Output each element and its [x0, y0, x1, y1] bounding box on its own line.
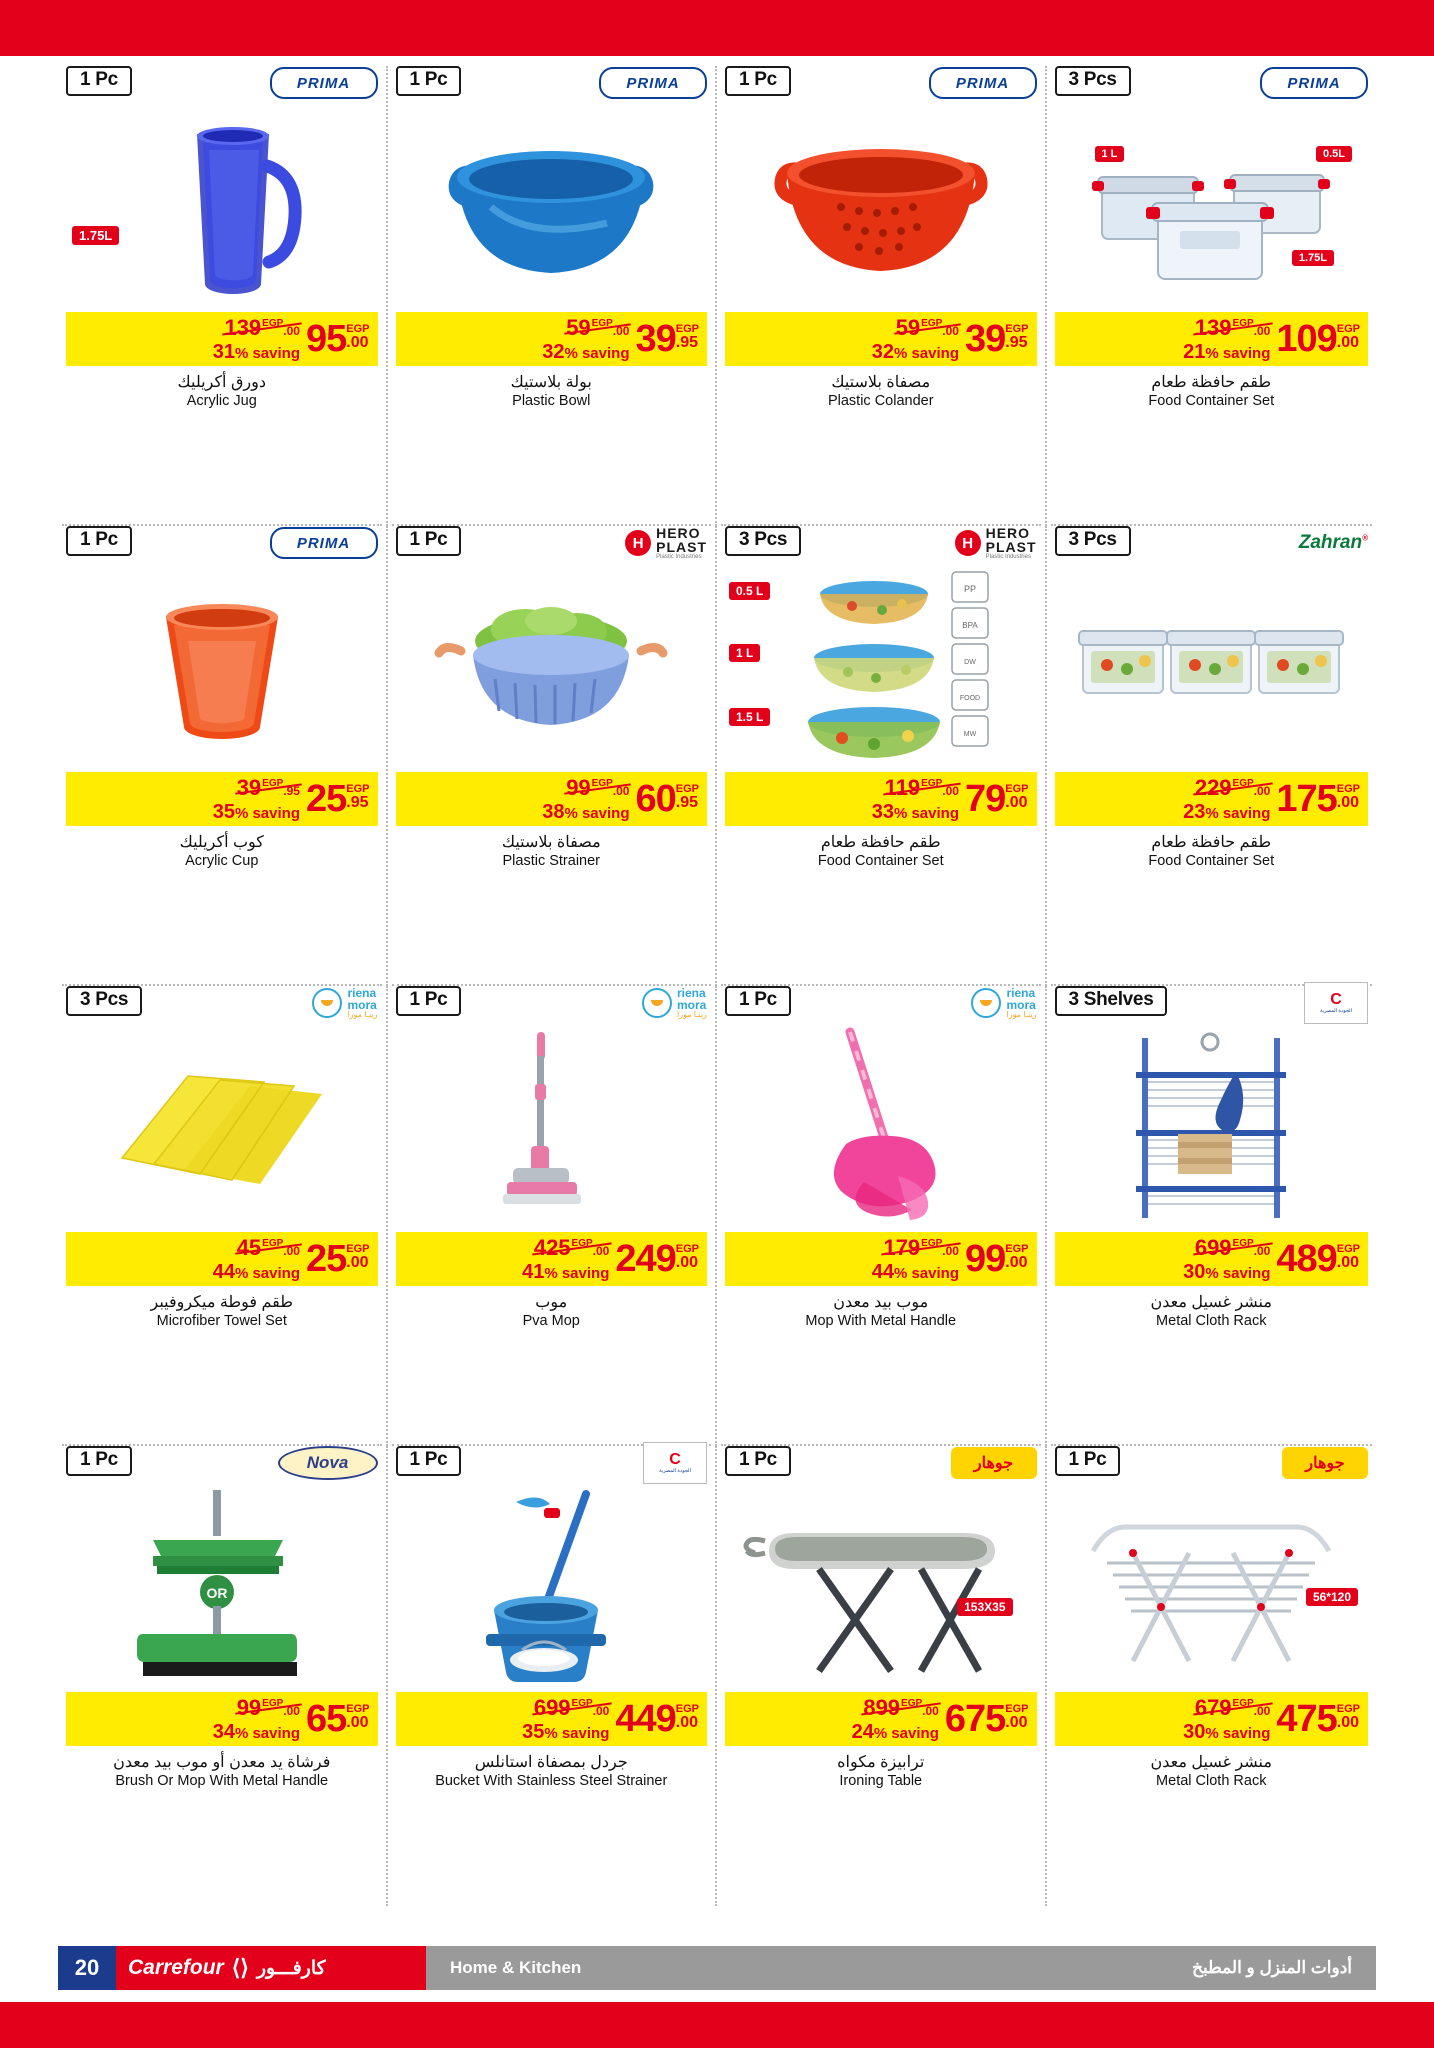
- riena-name: riena: [347, 986, 377, 1000]
- product-image: [66, 100, 378, 312]
- riena-name: riena: [1006, 986, 1036, 1000]
- saving-text: 32% saving: [542, 340, 630, 363]
- new-price: 39 EGP .95: [635, 317, 699, 360]
- old-price: $179^{EGP}.00$: [883, 1234, 959, 1260]
- product-name-en: Ironing Table: [839, 1773, 923, 1789]
- riena-mora-logo: [312, 987, 377, 1019]
- heroplast-name2: PLAST: [985, 539, 1037, 555]
- carrefour-logo-en: Carrefour: [128, 1956, 224, 1979]
- size-tag: 1.75L: [72, 226, 119, 245]
- svg-text:PP: PP: [963, 584, 976, 594]
- product-image: [1055, 560, 1369, 772]
- product-name-ar: بولة بلاستيك: [510, 374, 592, 391]
- svg-text:BPA: BPA: [962, 621, 978, 630]
- old-price: $699^{EGP}.00$: [533, 1694, 610, 1720]
- product-image: [1055, 1020, 1369, 1232]
- new-price: 489 EGP .00: [1276, 1237, 1360, 1280]
- brand-logo-area: [268, 986, 378, 1020]
- product-cell[interactable]: [1047, 66, 1377, 526]
- saving-text: 34% saving: [212, 1720, 300, 1743]
- heroplast-name2: PLAST: [656, 539, 707, 555]
- prima-logo: [929, 67, 1037, 99]
- certification-logo: [643, 1442, 707, 1484]
- brand-logo-area: [1258, 1446, 1368, 1480]
- saving-text: 23% saving: [1183, 800, 1271, 823]
- zahran-logo-text: Zahran: [1298, 532, 1363, 553]
- product-name-en: Plastic Colander: [827, 393, 934, 409]
- brand-logo-area: [268, 66, 378, 100]
- page-number: 20: [58, 1946, 116, 1990]
- quantity-badge: 1 Pc: [396, 66, 462, 96]
- old-price: $139^{EGP}.00$: [1194, 314, 1271, 340]
- product-name-en: Pva Mop: [522, 1313, 580, 1329]
- product-grid: [58, 66, 1376, 1906]
- product-cell[interactable]: [58, 66, 388, 526]
- saving-text: 30% saving: [1183, 1720, 1271, 1743]
- certification-text: الجودة المصرية: [659, 1468, 691, 1474]
- saving-text: 30% saving: [1183, 1260, 1271, 1283]
- product-name-en: Plastic Strainer: [502, 853, 600, 869]
- carrefour-logo-mark: ⟨⟩: [231, 1955, 249, 1980]
- prima-logo: [270, 67, 378, 99]
- heroplast-logo: [955, 526, 1037, 560]
- old-price: $679^{EGP}.00$: [1194, 1694, 1271, 1720]
- prima-logo: [599, 67, 707, 99]
- quantity-badge: 3 Pcs: [66, 986, 142, 1016]
- new-price: 449 EGP .00: [615, 1697, 699, 1740]
- cell-header: [725, 986, 1037, 1020]
- brand-logo-area: [1258, 526, 1368, 560]
- svg-text:MW: MW: [963, 731, 976, 738]
- price-band: [66, 772, 378, 826]
- riena-name-ar: رينـا مورا: [1006, 1010, 1037, 1019]
- brand-logo-area: [597, 986, 707, 1020]
- prima-logo-text: PRIMA: [1287, 74, 1341, 92]
- cell-header: [66, 66, 378, 100]
- brand-logo-area: [597, 66, 707, 100]
- old-price: $229^{EGP}.00$: [1194, 774, 1271, 800]
- product-name-en: Food Container Set: [1148, 853, 1275, 869]
- ironing-table-illustration: [741, 1491, 1021, 1681]
- heroplast-name: HERO: [985, 525, 1031, 541]
- cell-header: [1055, 526, 1369, 560]
- price-band: [396, 772, 708, 826]
- microfiber-towel-set-illustration: [92, 1036, 352, 1216]
- size-tag-05l: 0.5 L: [729, 582, 770, 600]
- cell-header: [1055, 1446, 1369, 1480]
- old-price: $59^{EGP}.00$: [895, 314, 959, 340]
- brand-logo-area: [927, 986, 1037, 1020]
- heroplast-mark: H: [955, 530, 981, 556]
- product-cell[interactable]: [58, 526, 388, 986]
- new-price: 109 EGP .00: [1276, 317, 1360, 360]
- product-name-en: Food Container Set: [1148, 393, 1275, 409]
- quantity-badge: 3 Pcs: [1055, 526, 1131, 556]
- saving-text: 33% saving: [871, 800, 959, 823]
- svg-text:OR: OR: [206, 1585, 228, 1601]
- old-price: $45^{EGP}.00$: [236, 1234, 300, 1260]
- old-price: $139^{EGP}.00$: [224, 314, 300, 340]
- bottom-red-banner: [0, 2002, 1434, 2048]
- prima-logo-text: PRIMA: [955, 74, 1010, 92]
- product-name-ar: مصفاة بلاستيك: [501, 834, 601, 851]
- quantity-badge: 3 Pcs: [725, 526, 801, 556]
- price-band: [66, 1232, 378, 1286]
- riena-name2: mora: [347, 998, 377, 1012]
- certification-mark: C: [669, 1451, 681, 1468]
- brand-logo-area: [927, 1446, 1037, 1480]
- gohar-logo-text: جوهار: [973, 1455, 1014, 1472]
- quantity-badge: 3 Pcs: [1055, 66, 1131, 96]
- cell-header: [396, 66, 708, 100]
- brand-logo-area: [1258, 986, 1368, 1020]
- new-price: 249 EGP .00: [615, 1237, 699, 1280]
- product-name-en: Food Container Set: [817, 853, 944, 869]
- old-price: $39^{EGP}.95$: [236, 774, 300, 800]
- size-tag: 153X35: [957, 1598, 1012, 1616]
- heroplast-mark: H: [625, 530, 651, 556]
- nova-logo: [278, 1446, 378, 1480]
- saving-text: 35% saving: [212, 800, 300, 823]
- plastic-strainer-illustration: [421, 571, 681, 761]
- old-price: $99^{EGP}.00$: [236, 1694, 300, 1720]
- carrefour-logo-ar: كارفـــور: [256, 1957, 326, 1979]
- product-name-ar: كوب أكريليك: [179, 834, 264, 851]
- product-name-en: Acrylic Jug: [186, 393, 257, 409]
- heroplast-name: HERO: [656, 525, 701, 541]
- new-price: 175 EGP .00: [1276, 777, 1360, 820]
- cell-header: [1055, 66, 1369, 100]
- new-price: 25 EGP .00: [305, 1237, 370, 1280]
- product-name-ar: منشر غسيل معدن: [1150, 1754, 1272, 1771]
- saving-text: 41% saving: [522, 1260, 610, 1283]
- riena-name: riena: [676, 986, 706, 1000]
- heroplast-logo: [625, 526, 707, 560]
- brand-logo-area: [927, 526, 1037, 560]
- product-name-en: Plastic Bowl: [512, 393, 591, 409]
- product-image: [725, 1020, 1037, 1232]
- svg-text:FOOD: FOOD: [959, 695, 980, 702]
- quantity-badge: 1 Pc: [66, 526, 132, 556]
- brand-logo-area: [597, 526, 707, 560]
- quantity-badge: 1 Pc: [396, 986, 462, 1016]
- size-tag-175l: 1.75L: [1292, 250, 1334, 266]
- new-price: 25 EGP .95: [305, 777, 370, 820]
- product-cell[interactable]: [388, 526, 718, 986]
- category-label-ar: أدوات المنزل و المطبخ: [1192, 1958, 1352, 1977]
- category-label-en: Home & Kitchen: [450, 1958, 582, 1977]
- saving-text: 21% saving: [1183, 340, 1271, 363]
- brand-logo-area: [597, 1446, 707, 1480]
- product-cell[interactable]: [1047, 526, 1377, 986]
- product-name-ar: مصفاة بلاستيك: [831, 374, 931, 391]
- bucket-stainless-strainer-illustration: [426, 1484, 676, 1689]
- cell-header: [396, 1446, 708, 1480]
- product-cell[interactable]: [717, 1446, 1047, 1906]
- metal-cloth-rack-foldable-illustration: [1071, 1491, 1351, 1681]
- price-band: [1055, 1692, 1369, 1746]
- brand-logo-area: [1258, 66, 1368, 100]
- product-cell[interactable]: [388, 66, 718, 526]
- product-name-ar: منشر غسيل معدن: [1150, 1294, 1272, 1311]
- saving-text: 44% saving: [871, 1260, 959, 1283]
- product-name-ar: طقم حافظة طعام: [820, 834, 941, 851]
- product-name-en: Bucket With Stainless Steel Strainer: [435, 1773, 668, 1789]
- product-cell[interactable]: [1047, 986, 1377, 1446]
- brand-logo-area: [927, 66, 1037, 100]
- svg-text:DW: DW: [963, 659, 976, 666]
- product-name-ar: طقم فوطة ميكروفيبر: [150, 1294, 293, 1311]
- cell-header: [66, 526, 378, 560]
- product-image: [1055, 100, 1369, 312]
- price-band: [66, 1692, 378, 1746]
- product-name-en: Brush Or Mop With Metal Handle: [115, 1773, 329, 1789]
- product-image: [396, 560, 708, 772]
- riena-name2: mora: [676, 998, 707, 1012]
- riena-mark: [312, 988, 342, 1018]
- brush-or-mop-illustration: [97, 1486, 347, 1686]
- cell-header: [725, 1446, 1037, 1480]
- prima-logo-text: PRIMA: [296, 534, 351, 552]
- product-image: [396, 1020, 708, 1232]
- cell-header: [396, 526, 708, 560]
- food-container-trio-illustration: [1071, 581, 1351, 751]
- price-band: [725, 1692, 1037, 1746]
- product-name-en: Acrylic Cup: [185, 853, 259, 869]
- certification-text: الجودة المصرية: [1320, 1008, 1352, 1014]
- acrylic-cup-illustration: [112, 571, 332, 761]
- price-band: [725, 312, 1037, 366]
- plastic-colander-illustration: [751, 111, 1011, 301]
- certification-logo: [1304, 982, 1368, 1024]
- zahran-logo: Zahran®: [1298, 532, 1368, 553]
- nova-logo-text: Nova: [306, 1453, 349, 1472]
- prima-logo-text: PRIMA: [626, 74, 680, 92]
- saving-text: 32% saving: [871, 340, 959, 363]
- product-name-ar: موب بيد معدن: [833, 1294, 929, 1311]
- plastic-bowl-illustration: [421, 111, 681, 301]
- product-name-en: Metal Cloth Rack: [1156, 1773, 1267, 1789]
- price-band: [725, 1232, 1037, 1286]
- prima-logo: [1260, 67, 1368, 99]
- category-bar: [426, 1946, 1376, 1990]
- price-band: [396, 1232, 708, 1286]
- new-price: 39 EGP .95: [964, 317, 1029, 360]
- saving-text: 31% saving: [212, 340, 300, 363]
- quantity-badge: 1 Pc: [66, 66, 132, 96]
- food-container-set-illustration: [1076, 111, 1346, 301]
- old-price: $99^{EGP}.00$: [566, 774, 630, 800]
- riena-name2: mora: [1006, 998, 1036, 1012]
- old-price: $425^{EGP}.00$: [533, 1234, 610, 1260]
- cell-header: [396, 986, 708, 1020]
- product-cell[interactable]: [717, 526, 1047, 986]
- quantity-badge: 1 Pc: [396, 526, 462, 556]
- prima-logo-text: PRIMA: [296, 74, 351, 92]
- quantity-badge: 1 Pc: [725, 1446, 791, 1476]
- cell-header: [66, 1446, 378, 1480]
- price-band: [1055, 772, 1369, 826]
- riena-name-ar: رينـا مورا: [676, 1010, 707, 1019]
- new-price: 475 EGP .00: [1276, 1697, 1360, 1740]
- product-name-ar: ترابيزة مكواه: [837, 1754, 925, 1771]
- product-cell[interactable]: [388, 986, 718, 1446]
- product-cell[interactable]: [58, 986, 388, 1446]
- price-band: [1055, 312, 1369, 366]
- product-image: [725, 100, 1037, 312]
- product-name-ar: موب: [535, 1294, 568, 1311]
- cell-header: [725, 66, 1037, 100]
- product-name-ar: دورق أكريليك: [177, 374, 266, 391]
- gohar-logo: [951, 1447, 1037, 1479]
- carrefour-brand: [116, 1946, 426, 1990]
- product-name-en: Metal Cloth Rack: [1156, 1313, 1267, 1329]
- price-band: [725, 772, 1037, 826]
- saving-text: 24% saving: [851, 1720, 939, 1743]
- quantity-badge: 1 Pc: [66, 1446, 132, 1476]
- size-tag-15l: 1.5 L: [729, 708, 770, 726]
- product-cell[interactable]: [717, 66, 1047, 526]
- product-cell[interactable]: [388, 1446, 718, 1906]
- riena-mora-logo: [971, 987, 1036, 1019]
- product-name-en: Mop With Metal Handle: [805, 1313, 957, 1329]
- size-tag-1l: 1 L: [1095, 146, 1125, 162]
- certification-mark: C: [1330, 991, 1342, 1008]
- acrylic-jug-illustration: [117, 106, 327, 306]
- heroplast-tagline: Plastic Industries: [985, 554, 1031, 560]
- quantity-badge: 3 Shelves: [1055, 986, 1168, 1016]
- product-image: [1055, 1480, 1369, 1692]
- top-red-banner: [0, 0, 1434, 56]
- old-price: $59^{EGP}.00$: [566, 314, 630, 340]
- saving-text: 44% saving: [212, 1260, 300, 1283]
- product-cell[interactable]: [717, 986, 1047, 1446]
- product-image: [725, 560, 1037, 772]
- product-image: [396, 1480, 708, 1692]
- cell-header: [1055, 986, 1369, 1020]
- old-price: $899^{EGP}.00$: [863, 1694, 939, 1720]
- saving-text: 38% saving: [542, 800, 630, 823]
- cell-header: [725, 526, 1037, 560]
- size-tag-1l: 1 L: [729, 644, 760, 662]
- gohar-logo-text: جوهار: [1305, 1455, 1345, 1472]
- new-price: 99 EGP .00: [964, 1237, 1029, 1280]
- new-price: 79 EGP .00: [964, 777, 1029, 820]
- new-price: 65 EGP .00: [305, 1697, 370, 1740]
- size-tag-05l: 0.5L: [1316, 146, 1352, 162]
- quantity-badge: 1 Pc: [725, 986, 791, 1016]
- riena-mark: [971, 988, 1001, 1018]
- product-name-ar: طقم حافظة طعام: [1151, 374, 1272, 391]
- riena-mora-logo: [642, 987, 707, 1019]
- product-name-ar: فرشاة يد معدن أو موب بيد معدن: [113, 1754, 331, 1771]
- food-container-stack-illustration: [756, 566, 1006, 766]
- product-name-en: Microfiber Towel Set: [156, 1313, 287, 1329]
- quantity-badge: 1 Pc: [396, 1446, 462, 1476]
- price-band: [1055, 1232, 1369, 1286]
- product-name-ar: طقم حافظة طعام: [1151, 834, 1272, 851]
- cell-header: [66, 986, 378, 1020]
- new-price: 60 EGP .95: [635, 777, 699, 820]
- new-price: 95 EGP .00: [305, 317, 370, 360]
- product-name-ar: جردل بمصفاة استانلس: [474, 1754, 628, 1771]
- product-image: [725, 1480, 1037, 1692]
- size-tag: 56*120: [1306, 1588, 1358, 1606]
- page-footer: [58, 1946, 1376, 1990]
- old-price: $699^{EGP}.00$: [1194, 1234, 1271, 1260]
- product-image: [66, 1480, 378, 1692]
- prima-logo: [270, 527, 378, 559]
- metal-cloth-rack-illustration: [1086, 1026, 1336, 1226]
- gohar-logo: [1282, 1447, 1368, 1479]
- riena-mark: [642, 988, 672, 1018]
- price-band: [66, 312, 378, 366]
- new-price: 675 EGP .00: [944, 1697, 1029, 1740]
- mop-metal-handle-illustration: [776, 1026, 986, 1226]
- brand-logo-area: [268, 526, 378, 560]
- riena-name-ar: رينـا مورا: [347, 1010, 378, 1019]
- price-band: [396, 312, 708, 366]
- brand-logo-area: [268, 1446, 378, 1480]
- product-cell[interactable]: [58, 1446, 388, 1906]
- product-cell[interactable]: [1047, 1446, 1377, 1906]
- product-image: [66, 560, 378, 772]
- pva-mop-illustration: [451, 1026, 651, 1226]
- quantity-badge: 1 Pc: [1055, 1446, 1121, 1476]
- heroplast-tagline: Plastic Industries: [656, 554, 702, 560]
- product-image: [396, 100, 708, 312]
- price-band: [396, 1692, 708, 1746]
- product-image: [66, 1020, 378, 1232]
- old-price: $119^{EGP}.00$: [884, 774, 959, 800]
- quantity-badge: 1 Pc: [725, 66, 791, 96]
- saving-text: 35% saving: [522, 1720, 610, 1743]
